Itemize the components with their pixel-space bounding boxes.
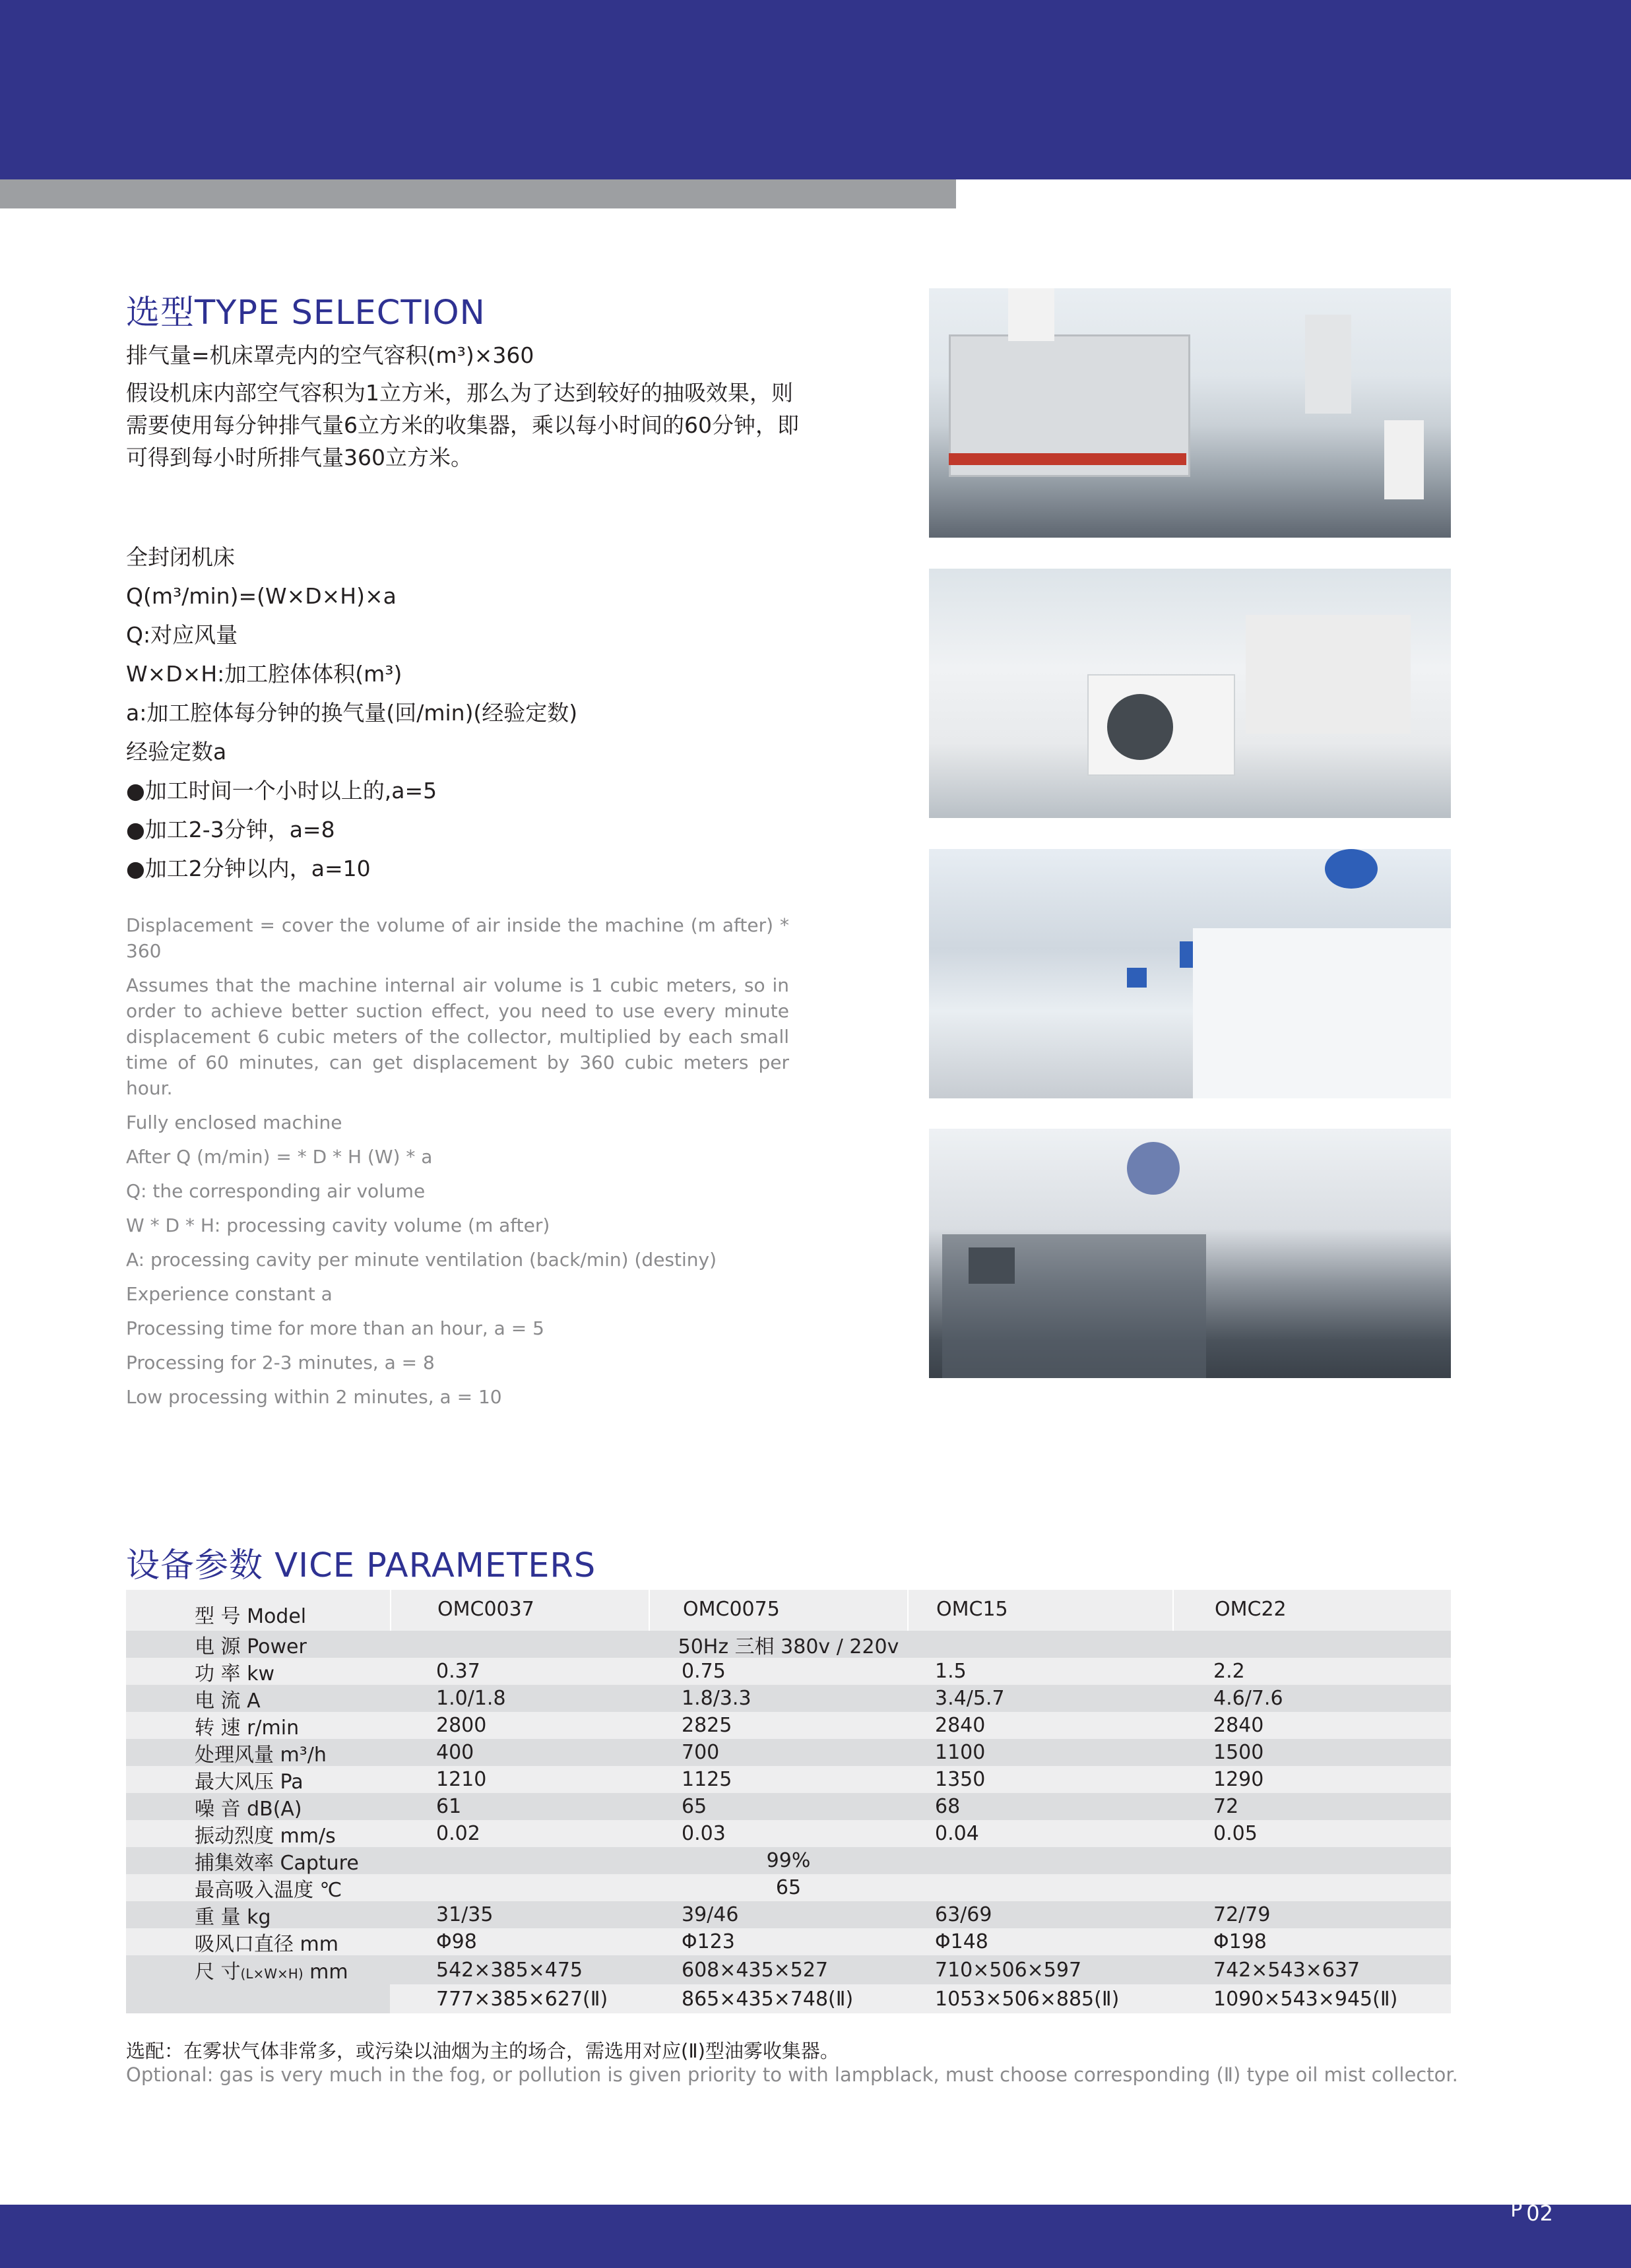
- optional-note-en: Optional: gas is very much in the fog, or pollution is given priority to with lampblack, must choose corresponding (Ⅱ) type oil mist collector.: [126, 2063, 1458, 2086]
- cell: 1350: [935, 1768, 986, 1791]
- cell: 0.02: [436, 1822, 480, 1845]
- row-label: 电 流 A: [195, 1689, 261, 1713]
- cell: 1053×506×885(Ⅱ): [935, 1987, 1120, 2011]
- cell: Φ198: [1213, 1930, 1267, 1953]
- cell: 1100: [935, 1741, 986, 1764]
- header-cell: OMC22: [1172, 1590, 1451, 1631]
- cell: 72: [1213, 1795, 1239, 1818]
- cell: 0.05: [1213, 1822, 1258, 1845]
- cell: 710×506×597: [935, 1958, 1082, 1982]
- size-label-spacer: [126, 1984, 390, 2013]
- cell: 2825: [682, 1714, 732, 1737]
- header-accent-bar: [0, 179, 956, 208]
- cell: 1290: [1213, 1768, 1264, 1791]
- type-selection-title: 选型TYPE SELECTION: [126, 294, 486, 332]
- size-label: 尺 寸(L×W×H) mm: [195, 1961, 348, 1984]
- header-cell: OMC0037: [390, 1590, 649, 1631]
- english-line: Experience constant a: [126, 1283, 333, 1305]
- cell: 3.4/5.7: [935, 1687, 1005, 1710]
- table-row-size-1: [126, 1955, 1451, 1984]
- english-line: A: processing cavity per minute ventilation (back/min) (destiny): [126, 1249, 717, 1271]
- table-row: [126, 1928, 1451, 1955]
- photo-workshop-row-of-collectors: [929, 849, 1451, 1098]
- row-label: 电 源 Power: [195, 1635, 307, 1658]
- row-label: 最大风压 Pa: [195, 1770, 304, 1794]
- english-line: Q: the corresponding air volume: [126, 1180, 426, 1202]
- formula-line: 排气量=机床罩壳内的空气容积(m³)×360: [126, 342, 534, 368]
- parameters-table: [126, 1590, 1451, 2013]
- row-label: 重 量 kg: [195, 1905, 271, 1929]
- cell: 39/46: [682, 1903, 739, 1926]
- cell: 63/69: [935, 1903, 992, 1926]
- table-row: [126, 1658, 1451, 1685]
- cell: 865×435×748(Ⅱ): [682, 1987, 854, 2011]
- type-selection-cn-text: [126, 339, 799, 474]
- cell: 700: [682, 1741, 720, 1764]
- english-line: After Q (m/min) = * D * H (W) * a: [126, 1146, 433, 1168]
- cell: 2840: [935, 1714, 986, 1737]
- cell: 1.8/3.3: [682, 1687, 752, 1710]
- table-row: [126, 1739, 1451, 1766]
- english-translation: [126, 912, 789, 1418]
- explanation-paragraph: 假设机床内部空气容积为1立方米，那么为了达到较好的抽吸效果，则需要使用每分钟排气量6立方米的收集器，乘以每小时间的60分钟，即可得到每小时所排气量360立方米。: [126, 380, 799, 470]
- cell: Φ148: [935, 1930, 988, 1953]
- photo-collector-mounted-on-machine: [929, 569, 1451, 818]
- row-label: 噪 音 dB(A): [195, 1797, 302, 1821]
- list-item: ●加工时间一个小时以上的,a=5: [126, 778, 437, 803]
- table-row: [126, 1847, 1451, 1874]
- english-line: Processing time for more than an hour, a = 5: [126, 1317, 544, 1339]
- cell: 61: [436, 1795, 462, 1818]
- cell: 1210: [436, 1768, 487, 1791]
- row-label: 处理风量 m³/h: [195, 1743, 327, 1767]
- cell: 68: [935, 1795, 961, 1818]
- cell: 2800: [436, 1714, 487, 1737]
- table-row: [126, 1685, 1451, 1712]
- row-label: 最高吸入温度 ℃: [195, 1878, 342, 1902]
- cell: 4.6/7.6: [1213, 1687, 1283, 1710]
- span-value: 99%: [766, 1849, 811, 1872]
- cell: 1.0/1.8: [436, 1687, 506, 1710]
- row-label: 吸风口直径 mm: [195, 1932, 338, 1956]
- cell: Φ98: [436, 1930, 477, 1953]
- list-item: 全封闭机床: [126, 544, 235, 570]
- list-item: Q:对应风量: [126, 622, 238, 648]
- photo-factory-floor-machines: [929, 1129, 1451, 1378]
- header-cell: OMC15: [907, 1590, 1172, 1631]
- span-value: 50Hz 三相 380v / 220v: [678, 1635, 899, 1658]
- cell: 777×385×627(Ⅱ): [436, 1987, 608, 2011]
- photo-cnc-lathe-with-collector: [929, 288, 1451, 538]
- row-label: 功 率 kw: [195, 1662, 274, 1685]
- table-row: [126, 1793, 1451, 1820]
- list-item: W×D×H:加工腔体体积(m³): [126, 661, 402, 687]
- row-label: 转 速 r/min: [195, 1716, 300, 1740]
- list-item: Q(m³/min)=(W×D×H)×a: [126, 583, 397, 609]
- list-item: ●加工2-3分钟，a=8: [126, 817, 335, 842]
- span-value: 65: [775, 1876, 802, 1899]
- cell: 2840: [1213, 1714, 1264, 1737]
- cell: 0.03: [682, 1822, 726, 1845]
- english-line: Low processing within 2 minutes, a = 10: [126, 1386, 502, 1408]
- list-item: ●加工2分钟以内，a=10: [126, 856, 371, 881]
- footer-band: [0, 2205, 1631, 2268]
- cell: 742×543×637: [1213, 1958, 1360, 1982]
- page-number: P 02: [1510, 2199, 1553, 2226]
- table-row: [126, 1820, 1451, 1847]
- cell: 542×385×475: [436, 1958, 583, 1982]
- english-line: W * D * H: processing cavity volume (m after): [126, 1214, 550, 1236]
- cell: 65: [682, 1795, 707, 1818]
- english-line: Displacement = cover the volume of air inside the machine (m after) * 360: [126, 914, 789, 962]
- cell: 2.2: [1213, 1660, 1245, 1683]
- table-row: [126, 1712, 1451, 1739]
- table-row-size-2: [126, 1984, 1451, 2013]
- table-row: [126, 1631, 1451, 1658]
- list-item: 经验定数a: [126, 739, 227, 765]
- cell: 72/79: [1213, 1903, 1271, 1926]
- enclosed-machine-list: [126, 538, 799, 888]
- english-line: Fully enclosed machine: [126, 1112, 342, 1133]
- cell: Φ123: [682, 1930, 735, 1953]
- header-cell: OMC0075: [649, 1590, 907, 1631]
- cell: 31/35: [436, 1903, 494, 1926]
- table-row: [126, 1901, 1451, 1928]
- header-band: [0, 0, 1631, 179]
- list-item: a:加工腔体每分钟的换气量(回/min)(经验定数): [126, 700, 578, 726]
- header-cell: 型 号 Model: [195, 1605, 307, 1628]
- cell: 1090×543×945(Ⅱ): [1213, 1987, 1398, 2011]
- cell: 608×435×527: [682, 1958, 829, 1982]
- cell: 0.75: [682, 1660, 726, 1683]
- table-header-row: [126, 1590, 1451, 1631]
- row-label: 捕集效率 Capture: [195, 1851, 359, 1875]
- cell: 1.5: [935, 1660, 967, 1683]
- table-row: [126, 1766, 1451, 1793]
- parameters-title: 设备参数 VICE PARAMETERS: [126, 1546, 596, 1585]
- optional-note-cn: 选配：在雾状气体非常多，或污染以油烟为主的场合，需选用对应(Ⅱ)型油雾收集器。: [126, 2040, 839, 2062]
- english-line: Processing for 2-3 minutes, a = 8: [126, 1352, 435, 1373]
- cell: 0.04: [935, 1822, 979, 1845]
- cell: 0.37: [436, 1660, 480, 1683]
- english-line: Assumes that the machine internal air volume is 1 cubic meters, so in order to achieve better suction effect, you need to use every minute displacement 6 cubic meters of the collector, multiplied by each small time of 60 minutes, can get displacement by 360 cubic meters per hour.: [126, 974, 789, 1099]
- row-label: 振动烈度 mm/s: [195, 1824, 336, 1848]
- table-row: [126, 1874, 1451, 1901]
- cell: 1500: [1213, 1741, 1264, 1764]
- cell: 400: [436, 1741, 474, 1764]
- cell: 1125: [682, 1768, 732, 1791]
